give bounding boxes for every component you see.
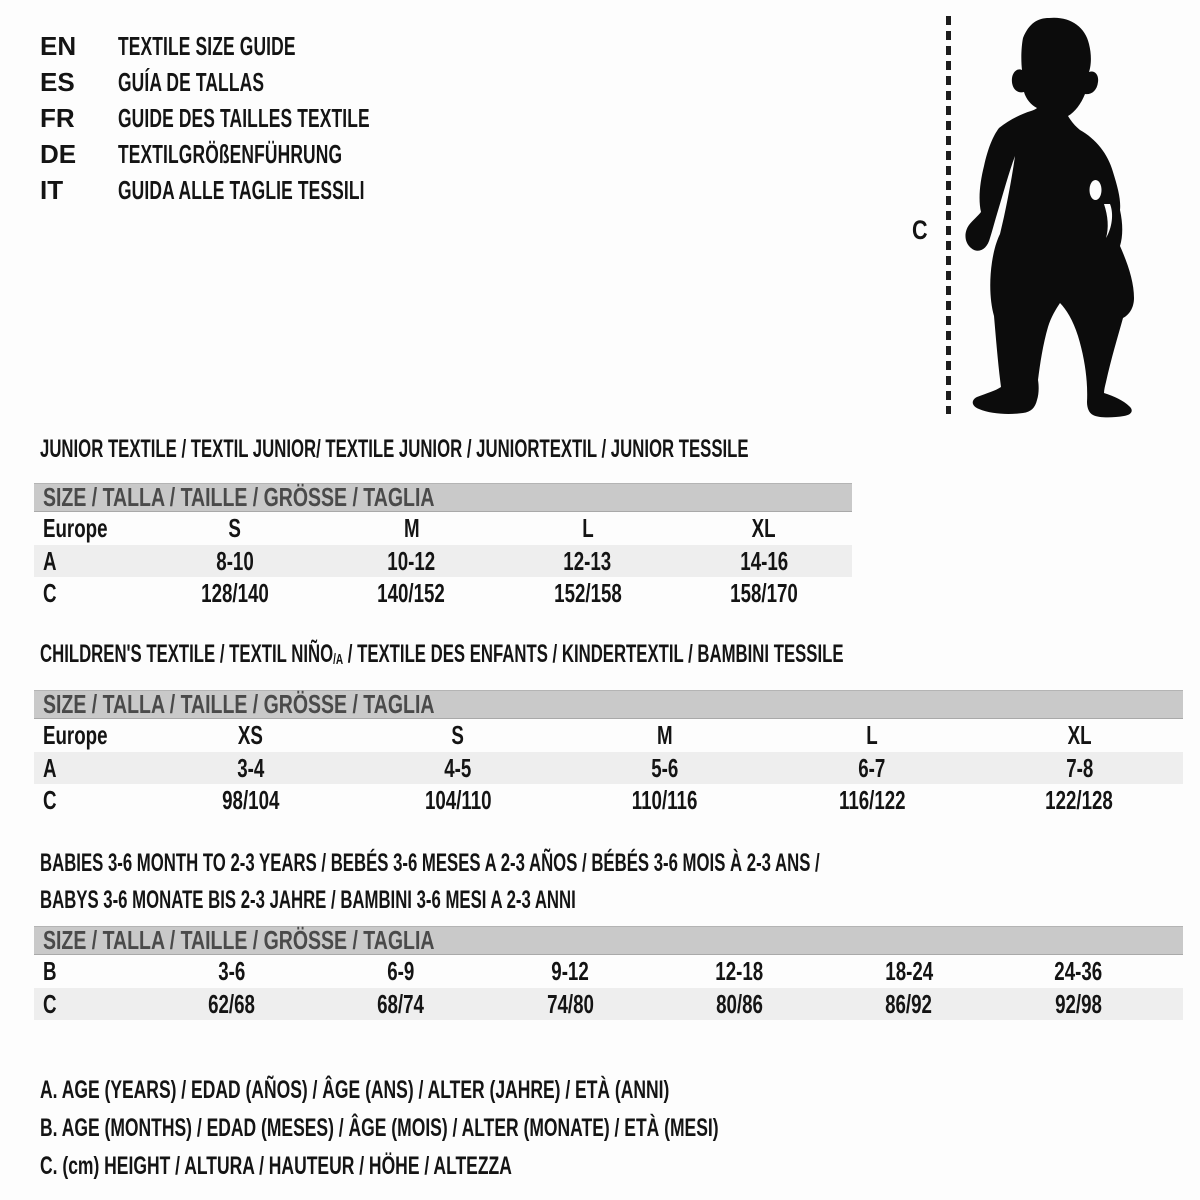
table-row-height-cm <box>34 988 1183 1020</box>
size-cell: 6-7 <box>858 752 886 783</box>
language-code: DE <box>40 139 77 169</box>
guide-title: GUIDA ALLE TAGLIE TESSILI <box>118 175 365 205</box>
babies-size-table <box>34 926 1183 1020</box>
size-cell: 3-4 <box>237 752 265 783</box>
row-label: Europe <box>43 720 108 750</box>
size-cell: 12-13 <box>563 545 612 576</box>
size-cell: L <box>866 720 878 750</box>
language-row <box>40 64 494 100</box>
children-size-table <box>34 690 1183 816</box>
row-label: A <box>43 752 57 783</box>
size-cell: 7-8 <box>1065 752 1093 783</box>
size-cell: S <box>228 513 242 543</box>
row-label: C <box>43 988 57 1019</box>
table-row-europe <box>34 512 852 545</box>
babies-section-title: BABIES 3-6 MONTH TO 2-3 YEARS / BEBÉS 3-6 MESES A 2-3 AÑOS / BÉBÉS 3-6 MOIS À 2-3 ANS / BABYS 3-6 MONATE BIS 2-3 JAHRE / BAMBINI 3-6 MESI A 2-3 ANNI <box>40 849 820 914</box>
guide-title: GUIDE DES TAILLES TEXTILE <box>118 103 370 133</box>
row-label: Europe <box>43 513 108 543</box>
size-cell: 152/158 <box>553 577 622 608</box>
table-row-height-cm <box>34 577 852 609</box>
size-cell: 5-6 <box>651 752 679 783</box>
language-row <box>40 100 494 136</box>
table-row-age-years <box>34 752 1183 784</box>
nino-a-subscript: /A <box>333 651 344 668</box>
size-cell: XL <box>751 513 776 543</box>
size-cell: 62/68 <box>208 988 256 1019</box>
size-cell: M <box>403 513 420 543</box>
size-cell: 10-12 <box>387 545 436 576</box>
language-code: IT <box>40 175 64 205</box>
size-cell: L <box>581 513 594 543</box>
size-cell: 110/116 <box>632 784 698 815</box>
table-row-europe <box>34 719 1183 752</box>
language-code: ES <box>40 67 75 97</box>
legend-line-c: C. (cm) HEIGHT / ALTURA / HAUTEUR / HÖHE / ALTEZZA <box>40 1152 512 1180</box>
size-cell: 18-24 <box>885 956 933 986</box>
row-label: C <box>43 577 57 608</box>
size-cell: 128/140 <box>201 577 269 608</box>
size-cell: 24-36 <box>1054 956 1103 986</box>
size-cell: 6-9 <box>387 956 415 986</box>
table-row-age-years <box>34 545 852 577</box>
size-cell: 86/92 <box>885 988 933 1019</box>
size-cell: 158/170 <box>730 577 798 608</box>
size-cell: M <box>657 720 673 750</box>
row-label: A <box>43 545 57 576</box>
language-row <box>40 28 494 64</box>
guide-title: TEXTILGRÖßENFÜHRUNG <box>118 139 343 169</box>
size-cell: 98/104 <box>221 784 280 815</box>
language-code: EN <box>40 31 77 61</box>
height-measure-label: C <box>912 215 928 245</box>
row-label: C <box>43 784 57 815</box>
size-cell: 12-18 <box>715 956 764 986</box>
size-cell: 122/128 <box>1045 784 1114 815</box>
language-title-list <box>40 28 494 208</box>
toddler-silhouette-icon <box>963 14 1148 422</box>
junior-size-table <box>34 483 852 609</box>
size-cell: 104/110 <box>424 784 492 815</box>
language-code: FR <box>40 103 75 133</box>
guide-title: GUÍA DE TALLAS <box>118 67 265 97</box>
row-label: B <box>43 956 57 986</box>
size-header-bar: SIZE / TALLA / TAILLE / GRÖSSE / TAGLIA <box>34 926 1183 955</box>
size-cell: 9-12 <box>551 956 590 986</box>
size-header-bar: SIZE / TALLA / TAILLE / GRÖSSE / TAGLIA <box>34 483 852 512</box>
size-cell: 74/80 <box>546 988 594 1019</box>
guide-title: TEXTILE SIZE GUIDE <box>118 31 296 61</box>
language-row <box>40 172 494 208</box>
size-cell: 80/86 <box>716 988 764 1019</box>
table-row-age-months <box>34 955 1183 988</box>
size-header-bar: SIZE / TALLA / TAILLE / GRÖSSE / TAGLIA <box>34 690 1183 719</box>
table-row-height-cm <box>34 784 1183 816</box>
size-cell: XL <box>1067 720 1092 750</box>
size-cell: 140/152 <box>377 577 446 608</box>
size-cell: 68/74 <box>377 988 425 1019</box>
size-cell: XS <box>238 720 264 750</box>
size-cell: 8-10 <box>216 545 254 576</box>
children-section-title: CHILDREN'S TEXTILE / TEXTIL NIÑO/A / TEXTILE DES ENFANTS / KINDERTEXTIL / BAMBINI TESSILE <box>40 640 844 668</box>
size-cell: 116/122 <box>838 784 906 815</box>
measurement-legend <box>40 1071 1009 1185</box>
size-cell: 4-5 <box>444 752 472 783</box>
legend-line-b: B. AGE (MONTHS) / EDAD (MESES) / ÂGE (MOIS) / ALTER (MONATE) / ETÀ (MESI) <box>40 1114 719 1142</box>
junior-section-title: JUNIOR TEXTILE / TEXTIL JUNIOR/ TEXTILE JUNIOR / JUNIORTEXTIL / JUNIOR TESSILE <box>40 435 749 463</box>
language-row <box>40 136 494 172</box>
size-cell: 14-16 <box>739 545 788 576</box>
height-dashed-line <box>946 16 951 414</box>
size-cell: 92/98 <box>1054 988 1102 1019</box>
size-cell: 3-6 <box>218 956 246 986</box>
size-cell: S <box>451 720 465 750</box>
legend-line-a: A. AGE (YEARS) / EDAD (AÑOS) / ÂGE (ANS) / ALTER (JAHRE) / ETÀ (ANNI) <box>40 1076 670 1104</box>
